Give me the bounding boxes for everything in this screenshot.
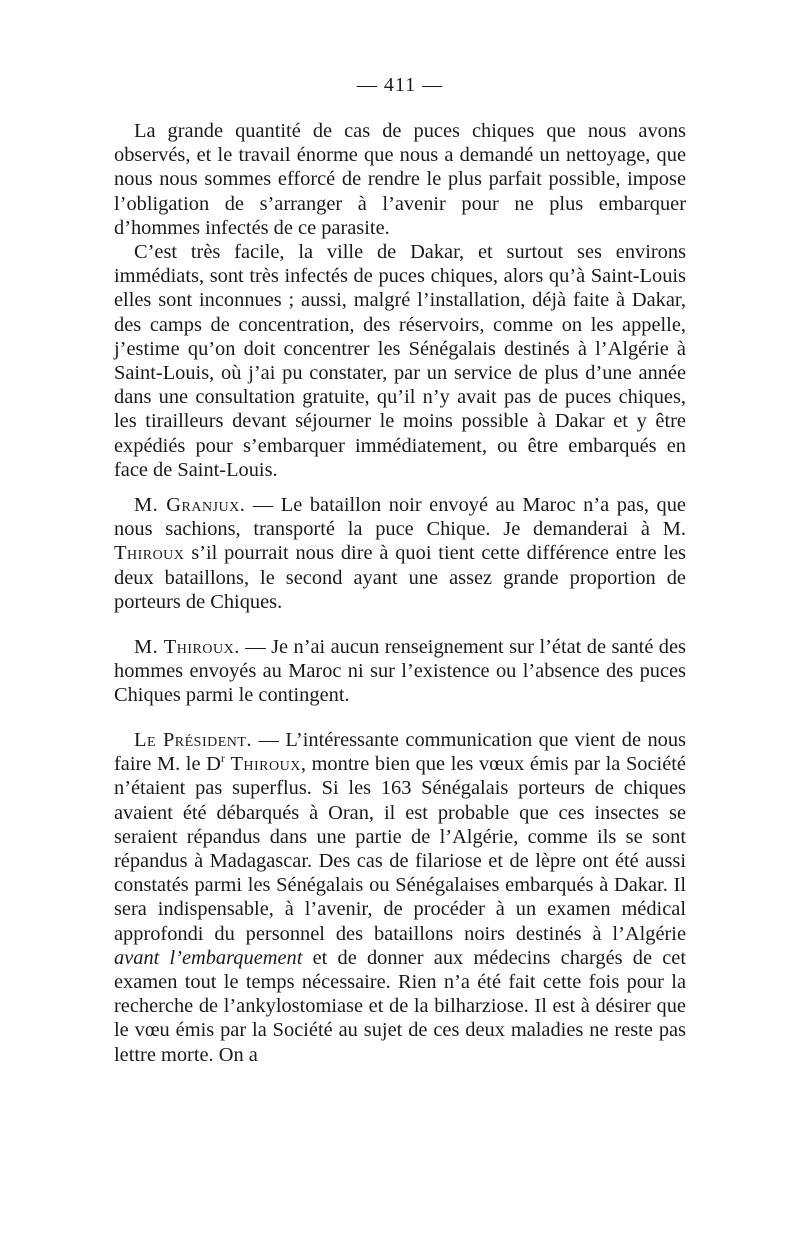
- paragraph-president-text: [114, 728, 686, 1067]
- doctor-superscript: r: [220, 751, 225, 766]
- president-text-part-2: , montre bien que les vœux émis par la Société n’étaient pas superflus. Si les 163 Sénégalais porteurs de chiques avaient été débarqués à Oran, il est probable que ces insectes se seraient répandus dans une partie de l’Algérie, comme ils se sont répandus à Madagascar. Des cas de filariose et de lèpre ont été aussi constatés parmi les Sénégalais ou Sénégalaises embarqués à Dakar. Il sera indispensable, à l’avenir, de procéder à un examen médical approfondi du personnel des bataillons noirs destinés à l’Algérie: [114, 753, 686, 945]
- president-text-part-3: et de donner aux médecins chargés de cet examen tout le temps nécessaire. Rien n’a été fait cette fois pour la recherche de l’ankylostomiase et de la bilharziose. Il est à désirer que le vœu émis par la Société au sujet de ces deux maladies ne reste pas lettre morte. On a: [114, 946, 686, 1066]
- speaker-president: Le Président.: [134, 729, 253, 751]
- paragraph-2-text: C’est très facile, la ville de Dakar, et surtout ses environs immédiats, sont très infectés de puces chiques, alors qu’à Saint-Louis elles sont inconnues ; aussi, malgré l’installation, déjà faite à Dakar, des camps de concentration, des réservoirs, comme on les appelle, j’estime qu’on doit concentrer les Sénégalais destinés à l’Algérie à Saint-Louis, où j’ai pu constater, par un service de plus d’une année dans une consultation gratuite, qu’il n’y avait pas de puces chiques, les tirailleurs devant séjourner le moins possible à Dakar et y être expédiés pour s’embarquer immédiatement, ou être embarqués en face de Saint-Louis.: [114, 241, 686, 481]
- paragraph-thiroux-text: [114, 635, 686, 708]
- granjux-text-part-2: s’il pourrait nous dire à quoi tient cette différence entre les deux bataillons, le second ayant une assez grande proportion de porteurs de Chiques.: [114, 542, 686, 613]
- granjux-text-part-1: — Le bataillon noir envoyé au Maroc n’a pas, que nous sachions, transporté la puce Chique. Je demanderai à M.: [114, 494, 686, 541]
- speaker-thiroux: M. Thiroux.: [134, 636, 240, 658]
- president-text-part-1: — L’intéressante communication que vient de nous faire M. le D: [114, 729, 686, 776]
- speaker-granjux: M. Granjux.: [134, 494, 246, 516]
- paragraph-granjux: [114, 493, 686, 614]
- name-thiroux: Thiroux: [114, 542, 185, 565]
- paragraph-granjux-text: [114, 493, 686, 614]
- paragraph-1-text: La grande quantité de cas de puces chiques que nous avons observés, et le travail énorme que nous a demandé un nettoyage, que nous nous sommes efforcé de rendre le plus parfait possible, impose l’obligation de s’arranger à l’avenir pour ne plus embarquer d’hommes infectés de ce parasite.: [114, 120, 686, 239]
- name-thiroux-2: Thiroux: [230, 753, 301, 776]
- paragraph-president: [114, 728, 686, 1067]
- thiroux-text: — Je n’ai aucun renseignement sur l’état de santé des hommes envoyés au Maroc ni sur l’existence ou l’absence des puces Chiques parmi le contingent.: [114, 636, 686, 707]
- page-number: — 411 —: [356, 74, 444, 96]
- italic-avant-embarquement: avant l’embarquement: [114, 946, 303, 969]
- paragraph-thiroux: [114, 635, 686, 708]
- paragraph-1: [114, 119, 686, 240]
- paragraph-2: [114, 240, 686, 482]
